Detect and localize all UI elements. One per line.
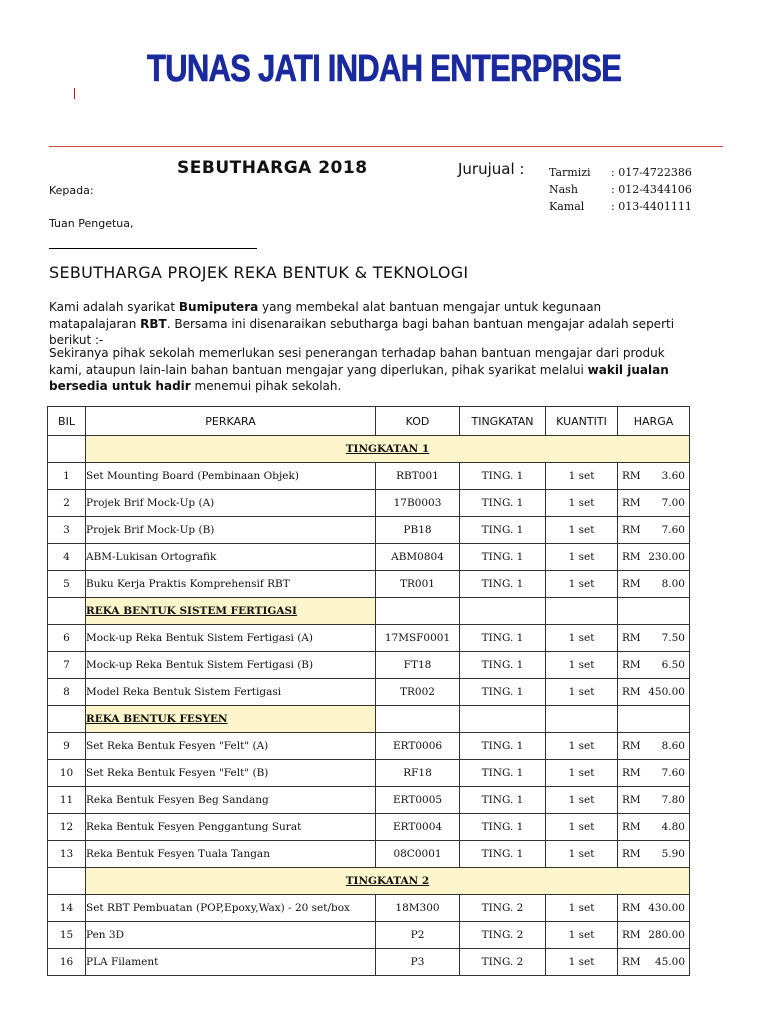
table-row [48, 814, 690, 841]
cell-kod: ABM0804 [376, 544, 460, 571]
cell-tingkatan: TING. 1 [460, 733, 546, 760]
table-row [48, 733, 690, 760]
cell-perkara: Reka Bentuk Fesyen Tuala Tangan [86, 841, 376, 868]
contact-name: Nash [549, 183, 578, 196]
cell-kod: 17MSF0001 [376, 625, 460, 652]
table-row [48, 760, 690, 787]
section-label: REKA BENTUK SISTEM FERTIGASI [86, 598, 376, 625]
cell-kuantiti: 1 set [546, 544, 618, 571]
kepada-label: Kepada: [49, 184, 94, 197]
cell-harga [618, 463, 690, 490]
contact-row [549, 200, 692, 213]
cell-kuantiti: 1 set [546, 922, 618, 949]
table-row [48, 517, 690, 544]
table-row [48, 787, 690, 814]
section-header-row [48, 706, 690, 733]
header-tingkatan: TINGKATAN [460, 407, 546, 436]
contact-name: Tarmizi [549, 166, 591, 179]
price-value: 4.80 [661, 821, 685, 833]
cell-harga [618, 733, 690, 760]
cell-kuantiti: 1 set [546, 463, 618, 490]
cell-kod: FT18 [376, 652, 460, 679]
table-row [48, 652, 690, 679]
table-row [48, 490, 690, 517]
cell-bil: 14 [48, 895, 86, 922]
cell-perkara: Projek Brif Mock-Up (B) [86, 517, 376, 544]
cell-kuantiti: 1 set [546, 895, 618, 922]
cell-kuantiti: 1 set [546, 517, 618, 544]
table-row [48, 463, 690, 490]
cell-kuantiti: 1 set [546, 760, 618, 787]
cell-bil: 12 [48, 814, 86, 841]
currency-label: RM [622, 956, 641, 968]
cell-bil: 9 [48, 733, 86, 760]
table-row [48, 922, 690, 949]
price-value: 7.80 [661, 794, 685, 806]
address-line [49, 248, 257, 249]
contact-phone: : 012-4344106 [611, 183, 692, 196]
section-label: REKA BENTUK FESYEN [86, 706, 376, 733]
currency-label: RM [622, 794, 641, 806]
contact-name: Kamal [549, 200, 585, 213]
cell-harga [618, 625, 690, 652]
cell-kuantiti: 1 set [546, 679, 618, 706]
cell-bil: 1 [48, 463, 86, 490]
section-subtitle: SEBUTHARGA PROJEK REKA BENTUK & TEKNOLOGI [49, 263, 469, 282]
cell-tingkatan: TING. 1 [460, 679, 546, 706]
table-row [48, 895, 690, 922]
cell-kuantiti: 1 set [546, 814, 618, 841]
cell-empty [618, 598, 690, 625]
currency-label: RM [622, 767, 641, 779]
header-kuantiti: KUANTITI [546, 407, 618, 436]
cell-harga [618, 814, 690, 841]
company-name: TUNAS JATI INDAH ENTERPRISE [146, 48, 622, 90]
contact-phone: : 013-4401111 [611, 200, 692, 213]
cell-harga [618, 895, 690, 922]
price-value: 45.00 [654, 956, 685, 968]
price-table [47, 406, 690, 976]
price-value: 5.90 [661, 848, 685, 860]
cell-empty [618, 706, 690, 733]
info-paragraph: Sekiranya pihak sekolah memerlukan sesi penerangan terhadap bahan bantuan mengajar dari produk kami, ataupun lain-lain bahan bantuan mengajar yang diperlukan, pihak syarikat melalui wakil jualan bersedia untuk hadir menemui pihak sekolah. [49, 346, 669, 393]
cell-tingkatan: TING. 1 [460, 841, 546, 868]
cell-perkara: Set RBT Pembuatan (POP,Epoxy,Wax) - 20 set/box [86, 895, 376, 922]
header-divider [49, 146, 723, 147]
currency-label: RM [622, 740, 641, 752]
cell-harga [618, 760, 690, 787]
cell-bil: 3 [48, 517, 86, 544]
cell-bil: 10 [48, 760, 86, 787]
header-kod: KOD [376, 407, 460, 436]
cell-kod: RBT001 [376, 463, 460, 490]
cell-perkara: Set Reka Bentuk Fesyen "Felt" (A) [86, 733, 376, 760]
cell-perkara: Pen 3D [86, 922, 376, 949]
currency-label: RM [622, 659, 641, 671]
cell-kuantiti: 1 set [546, 625, 618, 652]
price-value: 3.60 [661, 470, 685, 482]
section-header-row [48, 598, 690, 625]
currency-label: RM [622, 902, 641, 914]
cell-kod: ERT0004 [376, 814, 460, 841]
cell-tingkatan: TING. 2 [460, 895, 546, 922]
table-row [48, 625, 690, 652]
cell-tingkatan: TING. 1 [460, 463, 546, 490]
currency-label: RM [622, 578, 641, 590]
currency-label: RM [622, 686, 641, 698]
group-header-row [48, 868, 690, 895]
price-value: 7.60 [661, 767, 685, 779]
cell-tingkatan: TING. 1 [460, 760, 546, 787]
cell-kuantiti: 1 set [546, 571, 618, 598]
group-header-row [48, 436, 690, 463]
cell-harga [618, 949, 690, 976]
cell-perkara: ABM-Lukisan Ortografik [86, 544, 376, 571]
cell-perkara: Set Reka Bentuk Fesyen "Felt" (B) [86, 760, 376, 787]
group-label: TINGKATAN 2 [86, 868, 690, 895]
price-value: 280.00 [648, 929, 685, 941]
cell-perkara: Reka Bentuk Fesyen Beg Sandang [86, 787, 376, 814]
jurujual-label: Jurujual : [458, 160, 525, 178]
currency-label: RM [622, 848, 641, 860]
cell-kod: RF18 [376, 760, 460, 787]
price-value: 7.60 [661, 524, 685, 536]
intro-paragraph: Kami adalah syarikat Bumiputera yang membekal alat bantuan mengajar untuk kegunaan matapalajaran RBT. Bersama ini disenaraikan sebutharga bagi bahan bantuan mengajar adalah seperti berikut :- [49, 300, 675, 347]
cell-tingkatan: TING. 1 [460, 571, 546, 598]
contact-row [549, 183, 692, 196]
currency-label: RM [622, 929, 641, 941]
cell-bil: 11 [48, 787, 86, 814]
table-row [48, 544, 690, 571]
price-value: 7.00 [661, 497, 685, 509]
table-row [48, 571, 690, 598]
cell-kod: 08C0001 [376, 841, 460, 868]
cell-harga [618, 490, 690, 517]
cell-empty [48, 706, 86, 733]
cell-bil: 15 [48, 922, 86, 949]
price-value: 450.00 [648, 686, 685, 698]
cell-harga [618, 517, 690, 544]
cell-tingkatan: TING. 1 [460, 490, 546, 517]
header-perkara: PERKARA [86, 407, 376, 436]
cell-bil: 5 [48, 571, 86, 598]
cell-bil: 4 [48, 544, 86, 571]
cell-bil: 6 [48, 625, 86, 652]
cell-kod: 17B0003 [376, 490, 460, 517]
cell-bil: 7 [48, 652, 86, 679]
price-value: 8.60 [661, 740, 685, 752]
cell-kod: TR001 [376, 571, 460, 598]
table-row [48, 679, 690, 706]
cell-harga [618, 544, 690, 571]
cell-harga [618, 841, 690, 868]
cell-empty [546, 598, 618, 625]
cell-empty [376, 598, 460, 625]
cell-empty [48, 436, 86, 463]
contact-phone: : 017-4722386 [611, 166, 692, 179]
cell-perkara: Buku Kerja Praktis Komprehensif RBT [86, 571, 376, 598]
cell-perkara: Projek Brif Mock-Up (A) [86, 490, 376, 517]
salutation: Tuan Pengetua, [49, 217, 134, 230]
cell-empty [460, 598, 546, 625]
table-header-row [48, 407, 690, 436]
cell-kuantiti: 1 set [546, 841, 618, 868]
cell-kod: ERT0006 [376, 733, 460, 760]
currency-label: RM [622, 821, 641, 833]
cell-harga [618, 571, 690, 598]
cell-tingkatan: TING. 1 [460, 625, 546, 652]
price-value: 230.00 [648, 551, 685, 563]
cell-kuantiti: 1 set [546, 490, 618, 517]
cell-bil: 16 [48, 949, 86, 976]
cell-empty [376, 706, 460, 733]
cell-tingkatan: TING. 1 [460, 814, 546, 841]
price-value: 6.50 [661, 659, 685, 671]
currency-label: RM [622, 551, 641, 563]
cell-perkara: Reka Bentuk Fesyen Penggantung Surat [86, 814, 376, 841]
cell-kod: TR002 [376, 679, 460, 706]
cell-empty [48, 868, 86, 895]
price-value: 8.00 [661, 578, 685, 590]
table-row [48, 949, 690, 976]
cell-bil: 2 [48, 490, 86, 517]
header-harga: HARGA [618, 407, 690, 436]
cell-perkara: Set Mounting Board (Pembinaan Objek) [86, 463, 376, 490]
cell-kuantiti: 1 set [546, 652, 618, 679]
cell-tingkatan: TING. 2 [460, 922, 546, 949]
cell-kod: P3 [376, 949, 460, 976]
cell-kod: P2 [376, 922, 460, 949]
header-bil: BIL [48, 407, 86, 436]
cell-empty [546, 706, 618, 733]
cell-bil: 8 [48, 679, 86, 706]
cell-tingkatan: TING. 1 [460, 652, 546, 679]
currency-label: RM [622, 632, 641, 644]
currency-label: RM [622, 497, 641, 509]
group-label: TINGKATAN 1 [86, 436, 690, 463]
cell-tingkatan: TING. 1 [460, 517, 546, 544]
cell-kod: 18M300 [376, 895, 460, 922]
cell-harga [618, 922, 690, 949]
cell-perkara: Mock-up Reka Bentuk Sistem Fertigasi (A) [86, 625, 376, 652]
currency-label: RM [622, 524, 641, 536]
cell-perkara: Model Reka Bentuk Sistem Fertigasi [86, 679, 376, 706]
cell-harga [618, 679, 690, 706]
cell-kod: ERT0005 [376, 787, 460, 814]
cell-kuantiti: 1 set [546, 787, 618, 814]
cell-tingkatan: TING. 2 [460, 949, 546, 976]
cell-bil: 13 [48, 841, 86, 868]
price-value: 7.50 [661, 632, 685, 644]
price-value: 430.00 [648, 902, 685, 914]
red-tick-mark [74, 88, 75, 99]
cell-tingkatan: TING. 1 [460, 787, 546, 814]
cell-perkara: PLA Filament [86, 949, 376, 976]
document-title: SEBUTHARGA 2018 [177, 158, 368, 178]
cell-empty [460, 706, 546, 733]
cell-kuantiti: 1 set [546, 949, 618, 976]
cell-perkara: Mock-up Reka Bentuk Sistem Fertigasi (B) [86, 652, 376, 679]
cell-tingkatan: TING. 1 [460, 544, 546, 571]
cell-kuantiti: 1 set [546, 733, 618, 760]
table-row [48, 841, 690, 868]
contact-row [549, 166, 692, 179]
cell-kod: PB18 [376, 517, 460, 544]
currency-label: RM [622, 470, 641, 482]
cell-harga [618, 787, 690, 814]
cell-empty [48, 598, 86, 625]
cell-harga [618, 652, 690, 679]
